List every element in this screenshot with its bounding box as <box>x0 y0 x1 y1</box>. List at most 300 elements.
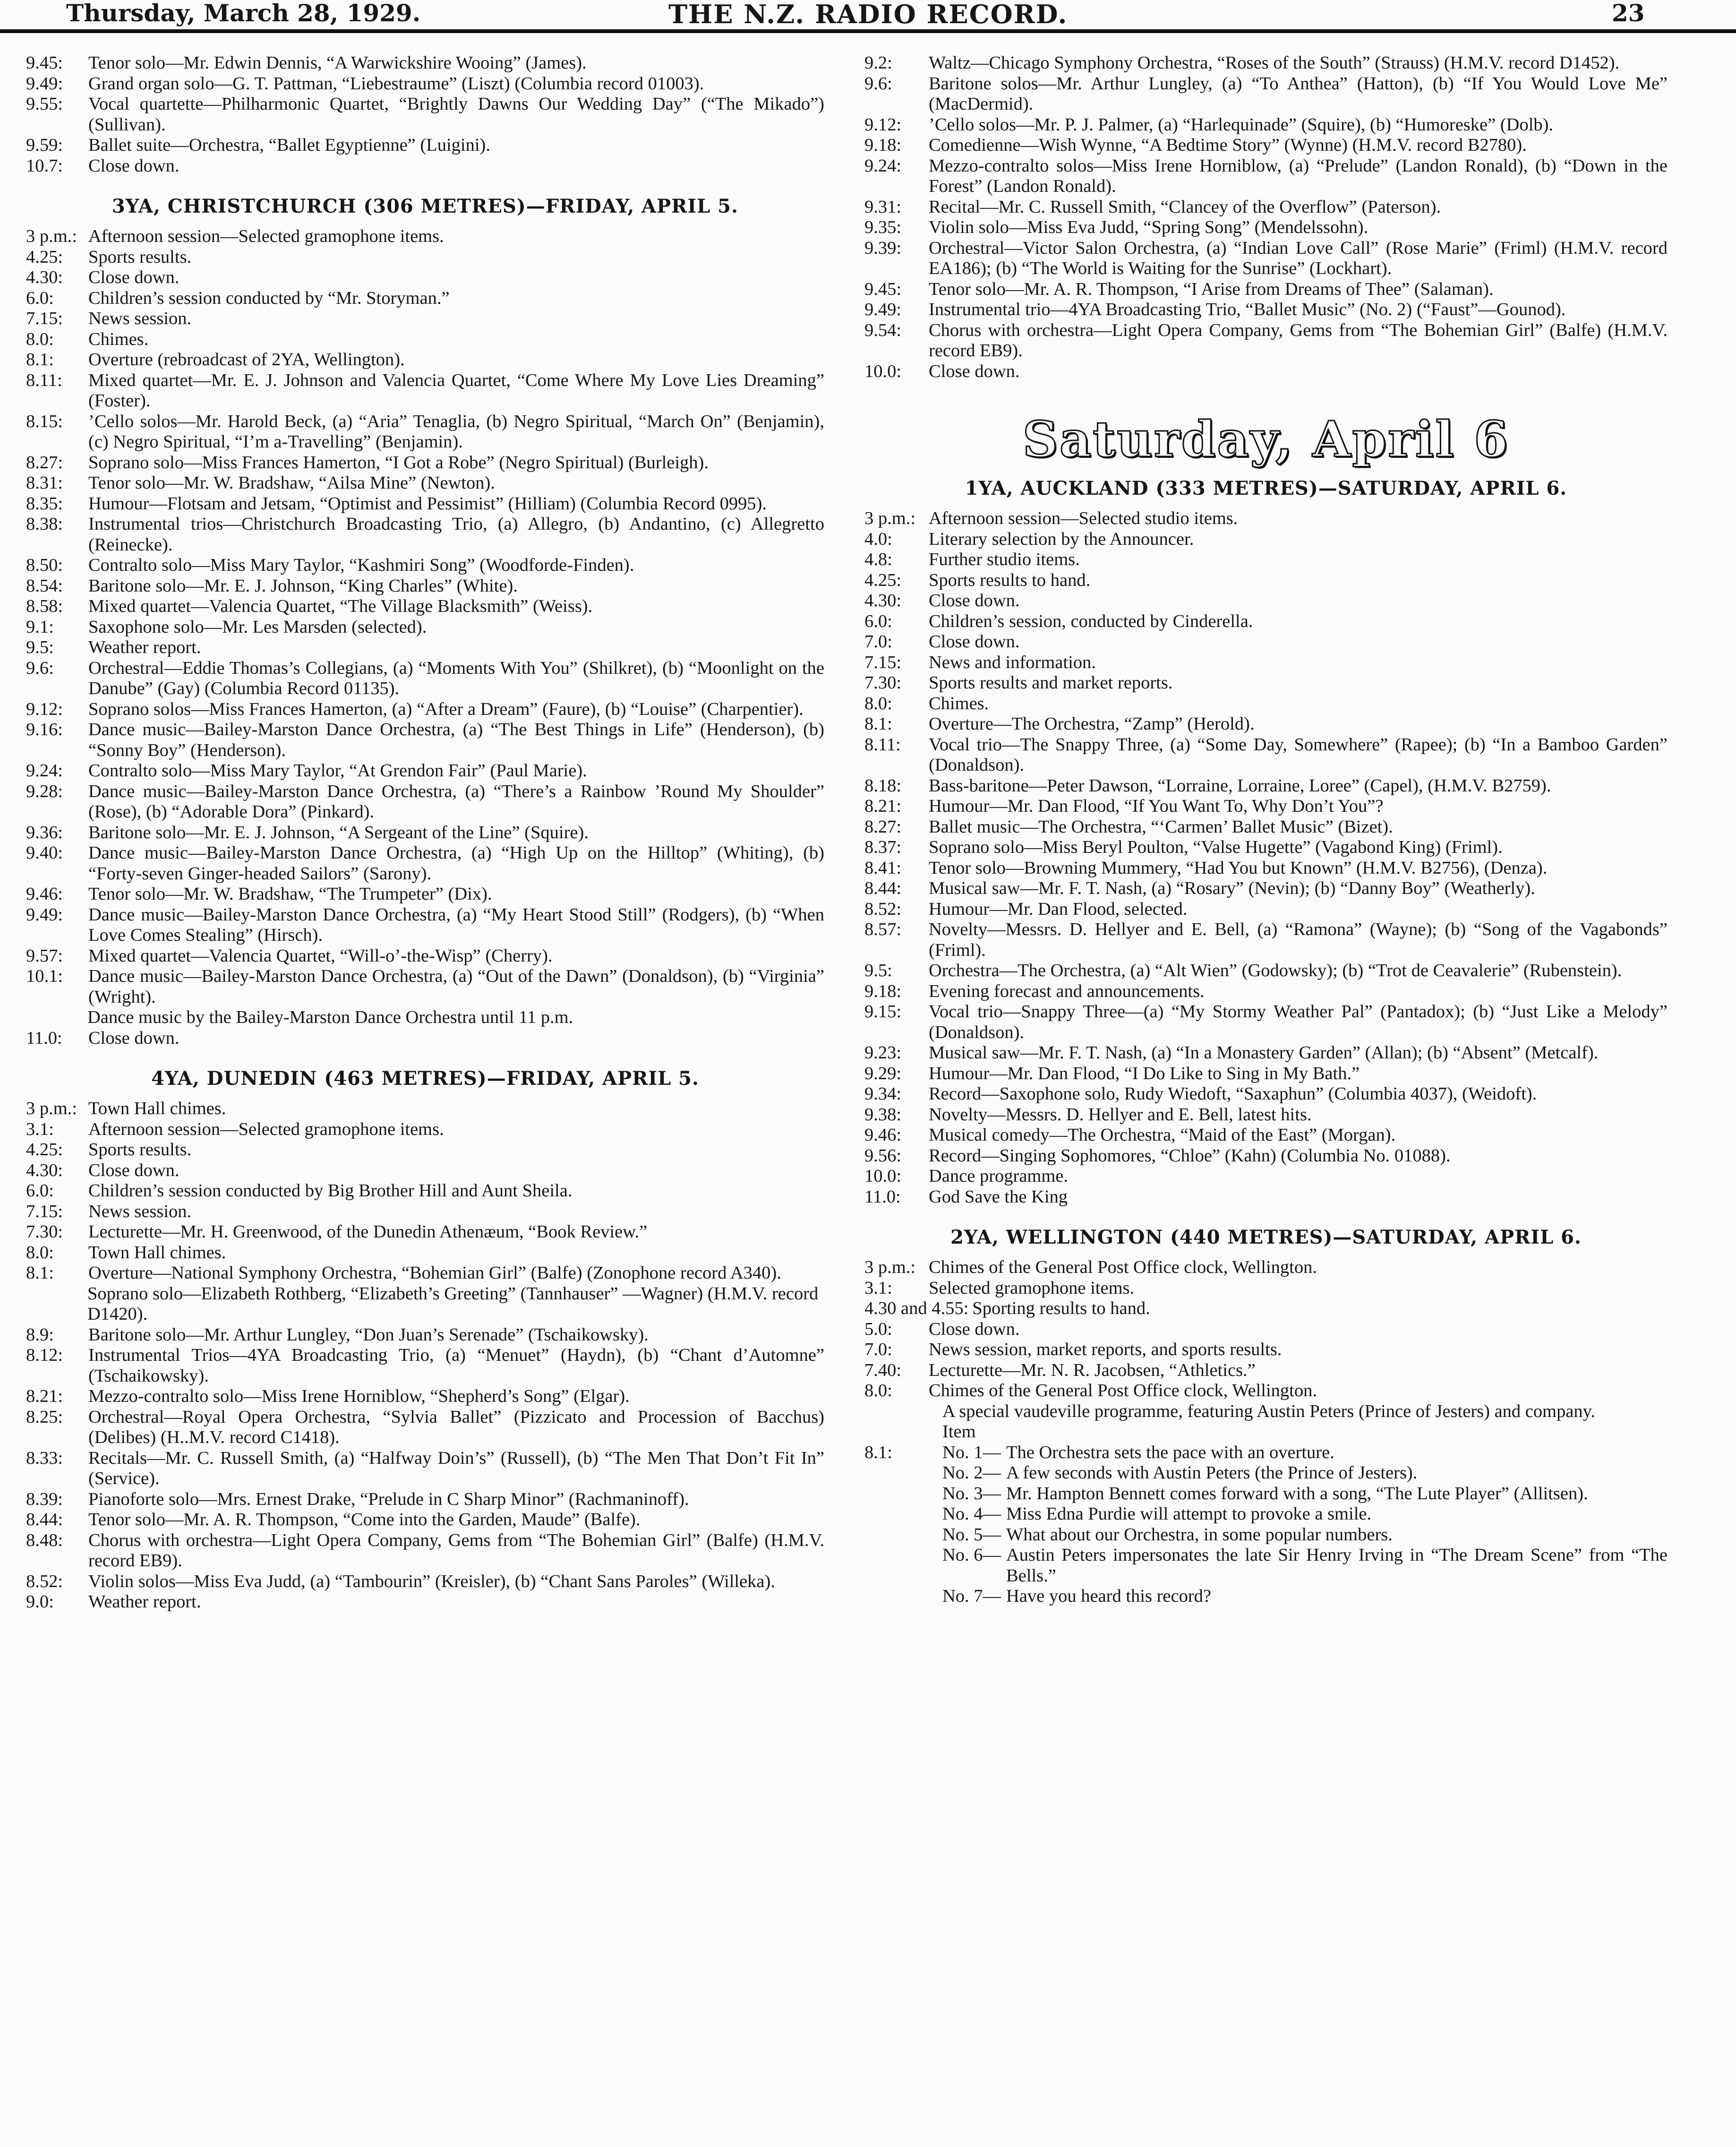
entry-text: Sports results. <box>88 1140 192 1159</box>
entry-time: 8.44: <box>864 878 902 898</box>
entry-text: Lecturette—Mr. N. R. Jacobsen, “Athletics.” <box>929 1360 1256 1380</box>
program-entry <box>26 1119 824 1140</box>
program-entry <box>864 1187 1668 1208</box>
entry-text: Dance music—Bailey-Marston Dance Orchestra, (a) “High Up on the Hilltop” (Whiting), (b) “Forty-seven Ginger-headed Sailors” (Sarony). <box>88 843 824 884</box>
entry-time: 8.0: <box>864 1381 892 1400</box>
station-heading-christchurch: 3YA, CHRISTCHURCH (306 METRES)—FRIDAY, APRIL 5. <box>112 195 738 217</box>
entry-text: Close down. <box>88 155 180 176</box>
entry-text: Children’s session conducted by “Mr. Storyman.” <box>88 288 450 308</box>
entry-text: Baritone solo—Mr. E. J. Johnson, “King Charles” (White). <box>88 575 518 596</box>
entry-text: ’Cello solos—Mr. Harold Beck, (a) “Aria” Tenaglia, (b) Negro Spiritual, “March On” (Benjamin), (c) Negro Spiritual, “I’m a-Travelling” (Benjamin). <box>88 411 824 452</box>
program-entry <box>26 494 824 515</box>
entry-time: 8.1: <box>864 714 892 734</box>
program-entry <box>26 966 824 1007</box>
entry-text: Pianoforte solo—Mrs. Ernest Drake, “Prelude in C Sharp Minor” (Rachmaninoff). <box>88 1489 689 1509</box>
entry-time: 4.0: <box>864 529 892 549</box>
entry-text: Close down. <box>929 632 1020 652</box>
entry-time: 10.0: <box>864 361 902 381</box>
entry-text: Waltz—Chicago Symphony Orchestra, “Roses of the South” (Strauss) (H.M.V. record D1452). <box>929 53 1620 73</box>
entry-text: Recitals—Mr. C. Russell Smith, (a) “Halfway Doin’s” (Russell), (b) “The Men That Don’t Fit In” (Service). <box>88 1448 824 1488</box>
entry-text: Afternoon session—Selected gramophone items. <box>88 1119 444 1139</box>
program-entry <box>864 1043 1668 1064</box>
entry-time: 9.57: <box>26 945 63 966</box>
program-note: A special vaudeville programme, featuring Austin Peters (Prince of Jesters) and company. <box>942 1401 1596 1421</box>
entry-text: Tenor solo—Mr. Edwin Dennis, “A Warwickshire Wooing” (James). <box>88 53 587 73</box>
entry-time: 9.46: <box>26 884 63 904</box>
item-text: A few seconds with Austin Peters (the Prince of Jesters). <box>1006 1463 1418 1483</box>
entry-text: Instrumental trio—4YA Broadcasting Trio, “Ballet Music” (No. 2) (“Faust”—Gounod). <box>929 300 1566 319</box>
entry-text: Baritone solos—Mr. Arthur Lungley, (a) “To Anthea” (Hatton), (b) “If You Would Love Me” (MacDermid). <box>929 73 1668 114</box>
entry-text: Evening forecast and announcements. <box>929 981 1205 1001</box>
entry-text: Close down. <box>929 1319 1020 1339</box>
item-text: Miss Edna Purdie will attempt to provoke a smile. <box>1006 1504 1372 1524</box>
entry-text: Tenor solo—Mr. W. Bradshaw, “The Trumpeter” (Dix). <box>88 884 492 904</box>
program-entry <box>864 694 1668 714</box>
entry-time: 4.30: <box>26 1160 63 1180</box>
continued-program-list <box>864 53 1668 382</box>
entry-text: Chorus with orchestra—Light Opera Company, Gems from “The Bohemian Girl” (Balfe) (H.M.V. record EB9). <box>929 320 1668 361</box>
program-entry <box>864 1002 1668 1043</box>
christchurch-program-list <box>26 226 824 1007</box>
entry-time: 7.0: <box>864 1340 892 1359</box>
program-entry <box>26 761 824 782</box>
program-entry <box>864 878 1668 899</box>
entry-text: Dance programme. <box>929 1166 1069 1186</box>
entry-time: 4.25: <box>26 1140 63 1159</box>
entry-text: Musical saw—Mr. F. T. Nash, (a) “In a Monastery Garden” (Allan); (b) “Absent” (Metcalf). <box>929 1043 1599 1063</box>
entry-text: Saxophone solo—Mr. Les Marsden (selected). <box>88 617 427 637</box>
program-entry <box>26 350 824 370</box>
entry-time: 7.0: <box>864 632 892 652</box>
program-entry <box>26 309 824 329</box>
entry-text: Humour—Mr. Dan Flood, “If You Want To, Why Don’t You”? <box>929 796 1384 816</box>
program-entry <box>864 74 1668 115</box>
item-number: No. 1— <box>942 1442 1001 1462</box>
entry-text: Soprano solos—Miss Frances Hamerton, (a) “After a Dream” (Faure), (b) “Louise” (Charpentier). <box>88 699 804 719</box>
entry-text: News session. <box>88 309 192 328</box>
program-entry <box>26 596 824 617</box>
entry-time: 9.36: <box>26 822 63 842</box>
entry-text: Comedienne—Wish Wynne, “A Bedtime Story” (Wynne) (H.M.V. record B2780). <box>929 135 1527 155</box>
entry-text: Sporting results to hand. <box>972 1298 1150 1318</box>
program-entry <box>26 946 824 967</box>
entry-text: Orchestral—Eddie Thomas’s Collegians, (a) “Moments With You” (Shilkret), (b) “Moonlight on the Danube” (Gay) (Columbia Record 01135). <box>88 658 824 698</box>
program-entry <box>864 735 1668 776</box>
entry-text: Sports results to hand. <box>929 570 1091 590</box>
entry-text: Close down. <box>929 591 1020 610</box>
entry-text: Record—Saxophone solo, Rudy Wiedoft, “Saxaphun” (Columbia 4037), (Weidoft). <box>929 1084 1537 1104</box>
entry-time: 8.9: <box>26 1324 54 1345</box>
entry-text: Soprano solo—Miss Frances Hamerton, “I Got a Robe” (Negro Spiritual) (Burleigh). <box>88 452 709 472</box>
vaudeville-item <box>864 1484 1668 1504</box>
item-number: No. 2— <box>942 1463 1001 1483</box>
entry-time: 9.45: <box>26 53 63 73</box>
program-entry <box>26 412 824 453</box>
entry-time: 8.11: <box>26 370 62 390</box>
program-entry <box>26 1510 824 1530</box>
item-text: Mr. Hampton Bennett comes forward with a song, “The Lute Player” (Allitsen). <box>1006 1483 1588 1503</box>
entry-text: Ballet suite—Orchestra, “Ballet Egyptienne” (Luigini). <box>88 135 491 155</box>
entry-time: 3 p.m.: <box>864 508 916 528</box>
program-entry <box>26 699 824 720</box>
program-entry <box>864 1298 1668 1319</box>
entry-text: Musical comedy—The Orchestra, “Maid of the East” (Morgan). <box>929 1125 1396 1145</box>
entry-text: Weather report. <box>88 1592 201 1612</box>
program-entry <box>26 473 824 494</box>
program-entry <box>864 653 1668 673</box>
entry-text: Tenor solo—Mr. A. R. Thompson, “I Arise from Dreams of Thee” (Salaman). <box>929 279 1494 299</box>
program-entry <box>864 550 1668 570</box>
entry-time: 4.30 and 4.55: <box>864 1298 969 1318</box>
program-entry <box>864 591 1668 611</box>
entry-time: 9.49: <box>26 73 63 94</box>
program-entry <box>26 1489 824 1510</box>
entry-text: News and information. <box>929 652 1096 672</box>
entry-text: Orchestra—The Orchestra, (a) “Alt Wien” (Godowsky); (b) “Trot de Ceavalerie” (Rubenstein). <box>929 961 1622 980</box>
program-entry <box>26 514 824 555</box>
program-entry <box>864 1105 1668 1125</box>
program-entry <box>864 508 1668 529</box>
program-entry <box>26 135 824 156</box>
entry-time: 3 p.m.: <box>26 226 77 246</box>
wellington-program-list <box>864 1257 1668 1401</box>
entry-text: Children’s session conducted by Big Brother Hill and Aunt Sheila. <box>88 1181 573 1201</box>
entry-time: 6.0: <box>864 611 892 631</box>
program-entry <box>864 156 1668 197</box>
entry-text: Chimes of the General Post Office clock, Wellington. <box>929 1381 1317 1400</box>
program-entry <box>864 115 1668 136</box>
program-entry <box>26 247 824 268</box>
entry-time: 9.2: <box>864 53 892 73</box>
dunedin-program-list <box>26 1099 824 1284</box>
program-entry <box>864 1146 1668 1167</box>
program-entry <box>864 981 1668 1002</box>
right-column <box>864 53 1668 1607</box>
entry-text: Violin solo—Miss Eva Judd, “Spring Song” (Mendelssohn). <box>929 217 1368 237</box>
entry-text: Violin solos—Miss Eva Judd, (a) “Tambourin” (Kreisler), (b) “Chant Sans Paroles” (Willeka). <box>88 1571 775 1591</box>
entry-time: 8.15: <box>26 411 63 431</box>
entry-time: 9.24: <box>26 761 63 781</box>
entry-time: 8.21: <box>864 796 902 816</box>
entry-text: Close down. <box>88 267 180 287</box>
entry-text: Town Hall chimes. <box>88 1242 226 1262</box>
issue-date: Thursday, March 28, 1929. <box>66 0 421 27</box>
entry-text: Baritone solo—Mr. Arthur Lungley, “Don Juan’s Serenade” (Tschaikowsky). <box>88 1324 649 1345</box>
program-entry <box>864 858 1668 879</box>
entry-text: Instrumental trios—Christchurch Broadcasting Trio, (a) Allegro, (b) Andantino, (c) Allegretto (Reinecke). <box>88 514 824 555</box>
page-header <box>0 0 1736 33</box>
entry-time: 8.37: <box>864 837 902 857</box>
vaudeville-item <box>864 1443 1668 1463</box>
entry-text: Overture—The Orchestra, “Zamp” (Herold). <box>929 714 1255 734</box>
entry-text: Town Hall chimes. <box>88 1099 226 1118</box>
entry-text: Afternoon session—Selected gramophone items. <box>88 226 444 246</box>
entry-time: 4.25: <box>26 247 63 267</box>
vaudeville-item <box>864 1586 1668 1607</box>
entry-time: 7.15: <box>864 652 902 672</box>
vaudeville-item <box>864 1525 1668 1546</box>
entry-time: 11.0: <box>26 1028 62 1048</box>
entry-time: 9.46: <box>864 1125 902 1145</box>
program-entry <box>26 453 824 473</box>
entry-time: 8.0: <box>26 329 54 349</box>
entry-time: 8.48: <box>26 1530 63 1550</box>
entry-time: 8.1: <box>26 350 54 369</box>
program-entry <box>864 361 1668 382</box>
entry-text: Contralto solo—Miss Mary Taylor, “At Grendon Fair” (Paul Marie). <box>88 761 587 781</box>
program-entry <box>26 1325 824 1346</box>
program-entry <box>26 576 824 597</box>
entry-time: 8.18: <box>864 775 902 796</box>
program-entry <box>864 1125 1668 1146</box>
entry-time: 9.59: <box>26 135 63 155</box>
entry-text: Selected gramophone items. <box>929 1278 1135 1298</box>
program-entry <box>864 1257 1668 1278</box>
entry-text: Contralto solo—Miss Mary Taylor, “Kashmiri Song” (Woodforde-Finden). <box>88 555 634 575</box>
program-entry <box>864 320 1668 361</box>
entry-text: Vocal trio—Snappy Three—(a) “My Stormy Weather Pal” (Pantadox); (b) “Just Like a Melody” (Donaldson). <box>929 1002 1668 1042</box>
program-entry <box>26 1407 824 1448</box>
entry-time: 9.28: <box>26 781 63 801</box>
program-entry <box>26 267 824 288</box>
entry-time: 9.56: <box>864 1145 902 1166</box>
program-entry <box>864 632 1668 653</box>
program-entry <box>864 796 1668 817</box>
program-entry <box>864 899 1668 920</box>
entry-time: 9.12: <box>26 699 63 719</box>
entry-text: Weather report. <box>88 637 201 657</box>
publication-title: THE N.Z. RADIO RECORD. <box>668 0 1068 29</box>
program-entry <box>864 1360 1668 1381</box>
entry-time: 9.6: <box>864 73 892 94</box>
program-entry <box>26 1222 824 1243</box>
program-entry <box>864 611 1668 632</box>
entry-time: 9.55: <box>26 94 63 114</box>
program-entry <box>26 617 824 638</box>
entry-time: 9.16: <box>26 720 63 739</box>
program-entry <box>864 238 1668 279</box>
entry-text: Humour—Flotsam and Jetsam, “Optimist and Pessimist” (Hilliam) (Columbia Record 0995). <box>88 493 767 514</box>
entry-time: 8.1: <box>864 1442 892 1462</box>
program-entry <box>26 1530 824 1572</box>
entry-text: Tenor solo—Mr. W. Bradshaw, “Ailsa Mine” (Newton). <box>88 473 495 493</box>
entry-time: 8.52: <box>864 899 902 919</box>
entry-text: Literary selection by the Announcer. <box>929 529 1194 549</box>
program-entry <box>864 1381 1668 1401</box>
program-entry <box>26 1448 824 1489</box>
entry-text: Lecturette—Mr. H. Greenwood, of the Dunedin Athenæum, “Book Review.” <box>88 1222 648 1242</box>
item-label: Item <box>942 1422 976 1442</box>
entry-time: 4.25: <box>864 570 902 590</box>
auckland-program-list <box>864 508 1668 1207</box>
entry-text: Orchestral—Royal Opera Orchestra, “Sylvia Ballet” (Pizzicato and Procession of Bacchus) (Delibes) (H..M.V. record C1418). <box>88 1407 824 1447</box>
program-entry <box>26 370 824 412</box>
entry-time: 7.15: <box>26 309 63 328</box>
program-entry <box>26 1181 824 1202</box>
program-entry <box>864 529 1668 550</box>
entry-text: Vocal quartette—Philharmonic Quartet, “Brightly Dawns Our Wedding Day” (“The Mikado”) (Sullivan). <box>88 94 824 135</box>
item-number: No. 6— <box>942 1545 1001 1565</box>
entry-text: Close down. <box>88 1028 180 1048</box>
entry-time: 8.33: <box>26 1448 63 1468</box>
entry-text: Soprano solo—Miss Beryl Poulton, “Valse Hugette” (Vagabond King) (Friml). <box>929 837 1503 857</box>
entry-time: 9.5: <box>864 961 892 980</box>
entry-text: Musical saw—Mr. F. T. Nash, (a) “Rosary” (Nevin); (b) “Danny Boy” (Weatherly). <box>929 878 1535 898</box>
program-entry <box>864 300 1668 320</box>
entry-time: 8.27: <box>864 816 902 837</box>
entry-time: 6.0: <box>26 1181 54 1201</box>
entry-text: Orchestral—Victor Salon Orchestra, (a) “Indian Love Call” (Rose Marie” (Friml) (H.M.V. record EA186); (b) “The World is Waiting for the Sunrise” (Lockhart). <box>929 238 1668 278</box>
entry-time: 3.1: <box>864 1278 892 1298</box>
program-entry <box>864 1084 1668 1105</box>
item-text: Have you heard this record? <box>1006 1586 1212 1606</box>
entry-text: Dance music—Bailey-Marston Dance Orchestra, (a) “There’s a Rainbow ’Round My Shoulder” (Rose), (b) “Adorable Dora” (Pinkard). <box>88 781 824 822</box>
program-entry <box>26 1572 824 1592</box>
entry-time: 5.0: <box>864 1319 892 1339</box>
entry-text: Dance music—Bailey-Marston Dance Orchestra, (a) “My Heart Stood Still” (Rodgers), (b) “When Love Comes Stealing” (Hirsch). <box>88 904 824 945</box>
entry-time: 9.24: <box>864 155 902 176</box>
entry-time: 9.1: <box>26 617 54 637</box>
program-entry <box>26 1028 824 1049</box>
entry-time: 7.30: <box>864 673 902 693</box>
entry-time: 11.0: <box>864 1186 901 1207</box>
entry-time: 9.5: <box>26 637 54 657</box>
entry-text: Tenor solo—Mr. A. R. Thompson, “Come into the Garden, Maude” (Balfe). <box>88 1510 641 1529</box>
program-entry <box>26 782 824 823</box>
item-number: No. 5— <box>942 1524 1001 1545</box>
program-entry <box>26 156 824 177</box>
entry-text: Children’s session, conducted by Cinderella. <box>929 611 1253 631</box>
entry-text: Chimes. <box>88 329 149 349</box>
entry-time: 9.45: <box>864 279 902 299</box>
entry-text: Instrumental Trios—4YA Broadcasting Trio, (a) “Menuet” (Haydn), (b) “Chant d’Automne” (Tschaikowsky). <box>88 1345 824 1386</box>
entry-time: 8.39: <box>26 1489 63 1509</box>
page-number: 23 <box>1612 0 1645 27</box>
entry-time: 7.40: <box>864 1360 902 1380</box>
entry-time: 9.18: <box>864 981 902 1001</box>
program-entry <box>864 217 1668 238</box>
entry-time: 7.30: <box>26 1222 63 1242</box>
entry-time: 8.1: <box>26 1263 54 1283</box>
entry-time: 9.18: <box>864 135 902 155</box>
entry-text: ’Cello solos—Mr. P. J. Palmer, (a) “Harlequinade” (Squire), (b) “Humoreske” (Dolb). <box>929 114 1554 135</box>
entry-text: Record—Singing Sophomores, “Chloe” (Kahn) (Columbia No. 01088). <box>929 1145 1451 1166</box>
entry-text: Bass-baritone—Peter Dawson, “Lorraine, Lorraine, Loree” (Capel), (H.M.V. B2759). <box>929 775 1551 796</box>
entry-time: 9.40: <box>26 843 63 863</box>
program-entry <box>864 714 1668 735</box>
entry-time: 9.35: <box>864 217 902 237</box>
entry-time: 9.6: <box>26 658 54 678</box>
entry-text: Humour—Mr. Dan Flood, selected. <box>929 899 1188 919</box>
item-number: No. 4— <box>942 1504 1001 1524</box>
entry-time: 8.21: <box>26 1386 63 1406</box>
entry-time: 8.27: <box>26 452 63 472</box>
entry-text: Overture—National Symphony Orchestra, “Bohemian Girl” (Balfe) (Zonophone record A340). <box>88 1263 781 1283</box>
entry-time: 8.50: <box>26 555 63 575</box>
program-entry <box>26 1592 824 1613</box>
program-entry <box>864 1340 1668 1360</box>
entry-time: 8.31: <box>26 473 63 493</box>
entry-time: 8.38: <box>26 514 63 534</box>
entry-time: 3.1: <box>26 1119 54 1139</box>
entry-time: 8.44: <box>26 1510 63 1529</box>
entry-time: 10.0: <box>864 1166 902 1186</box>
entry-text: Close down. <box>929 361 1020 381</box>
entry-text: Sports results. <box>88 247 192 267</box>
entry-text: Overture (rebroadcast of 2YA, Wellington). <box>88 350 405 369</box>
program-entry <box>26 1263 824 1284</box>
program-entry <box>864 570 1668 591</box>
item-text: The Orchestra sets the pace with an overture. <box>1006 1442 1334 1462</box>
entry-text: Tenor solo—Browning Mummery, “Had You but Known” (H.M.V. B2756), (Denza). <box>929 858 1548 878</box>
entry-time: 8.54: <box>26 575 63 596</box>
program-note: Dance music by the Bailey-Marston Dance Orchestra until 11 p.m. <box>87 1007 573 1027</box>
entry-text: Grand organ solo—G. T. Pattman, “Liebestraume” (Liszt) (Columbia record 01003). <box>88 73 704 94</box>
station-heading-dunedin: 4YA, DUNEDIN (463 METRES)—FRIDAY, APRIL 5. <box>151 1067 699 1090</box>
vaudeville-item <box>864 1463 1668 1484</box>
entry-time: 9.29: <box>864 1063 902 1083</box>
entry-time: 9.39: <box>864 238 902 258</box>
entry-time: 8.25: <box>26 1407 63 1427</box>
entry-text: Novelty—Messrs. D. Hellyer and E. Bell, latest hits. <box>929 1104 1312 1125</box>
entry-text: Humour—Mr. Dan Flood, “I Do Like to Sing in My Bath.” <box>929 1063 1360 1083</box>
entry-text: Mezzo-contralto solo—Miss Irene Horniblow, “Shepherd’s Song” (Elgar). <box>88 1386 630 1406</box>
program-entry <box>26 884 824 905</box>
item-text: What about our Orchestra, in some popular numbers. <box>1006 1524 1393 1545</box>
program-entry <box>864 837 1668 858</box>
entry-text: Vocal trio—The Snappy Three, (a) “Some Day, Somewhere” (Rapee); (b) “In a Bamboo Garden” (Donaldson). <box>929 734 1668 775</box>
program-entry <box>864 1064 1668 1084</box>
vaudeville-item-list <box>864 1443 1668 1607</box>
entry-time: 9.49: <box>26 904 63 925</box>
program-entry <box>26 905 824 946</box>
entry-time: 4.8: <box>864 550 892 569</box>
left-column <box>26 53 824 1613</box>
entry-time: 7.15: <box>26 1201 63 1221</box>
entry-text: Chimes. <box>929 693 989 713</box>
program-entry <box>26 53 824 74</box>
entry-time: 9.12: <box>864 114 902 135</box>
program-note: Soprano solo—Elizabeth Rothberg, “Elizabeth’s Greeting” (Tannhauser” —Wagner) (H.M.V. record D1420). <box>87 1283 819 1324</box>
program-entry <box>864 919 1668 961</box>
entry-time: 8.58: <box>26 596 63 616</box>
program-entry <box>26 288 824 309</box>
program-entry <box>26 1345 824 1386</box>
program-entry <box>864 279 1668 300</box>
entry-text: Mixed quartet—Valencia Quartet, “Will-o’-the-Wisp” (Cherry). <box>88 945 553 966</box>
entry-time: 10.1: <box>26 966 63 986</box>
entry-time: 8.12: <box>26 1345 63 1365</box>
entry-text: Sports results and market reports. <box>929 673 1173 693</box>
entry-text: Recital—Mr. C. Russell Smith, “Clancey of the Overflow” (Paterson). <box>929 197 1441 217</box>
entry-time: 8.11: <box>864 734 901 755</box>
program-entry <box>864 1166 1668 1187</box>
station-heading-wellington: 2YA, WELLINGTON (440 METRES)—SATURDAY, APRIL 6. <box>950 1226 1582 1248</box>
program-entry <box>26 1140 824 1160</box>
entry-time: 10.7: <box>26 155 63 176</box>
entry-time: 9.38: <box>864 1104 902 1125</box>
item-number: No. 3— <box>942 1483 1001 1503</box>
program-entry <box>864 1319 1668 1340</box>
day-title: Saturday, April 6 <box>1022 410 1510 468</box>
entry-text: Baritone solo—Mr. E. J. Johnson, “A Sergeant of the Line” (Squire). <box>88 822 589 842</box>
program-entry <box>26 1202 824 1222</box>
entry-text: Mixed quartet—Valencia Quartet, “The Village Blacksmith” (Weiss). <box>88 596 593 616</box>
program-entry <box>26 94 824 135</box>
entry-time: 9.49: <box>864 300 902 319</box>
continued-program-list <box>26 53 824 176</box>
program-entry <box>26 555 824 576</box>
